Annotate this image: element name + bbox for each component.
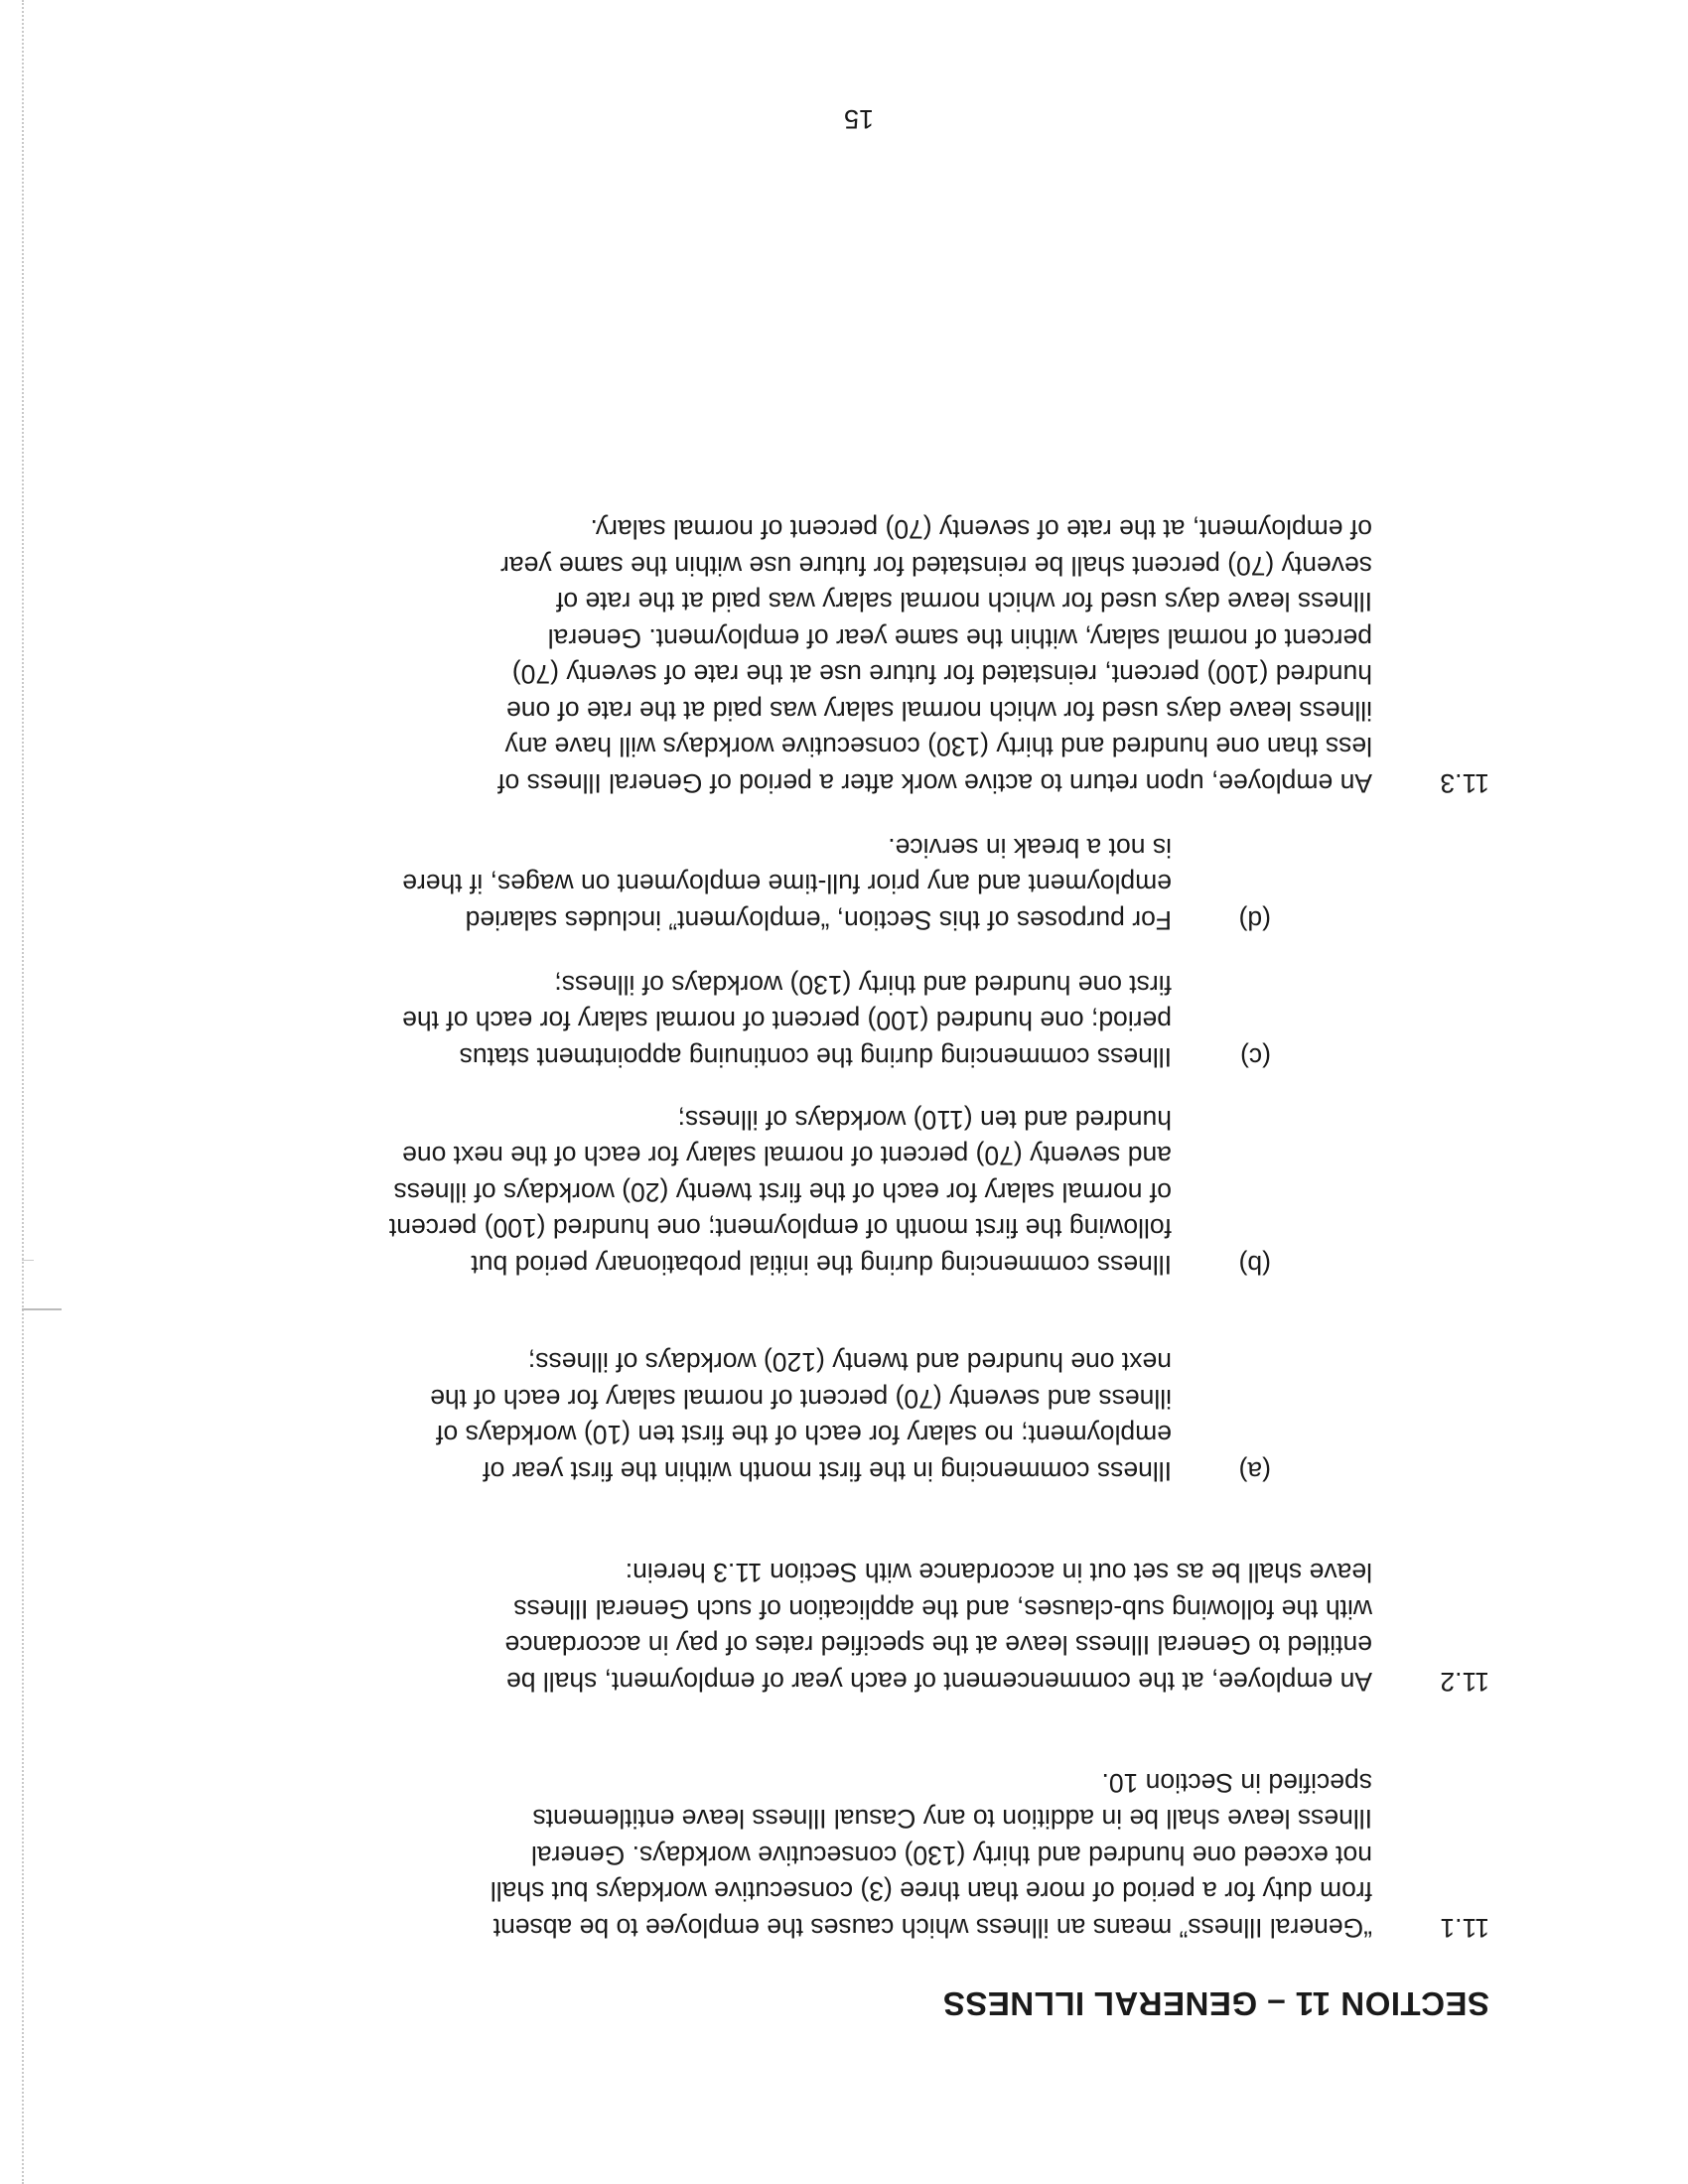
text-line: from duty for a period of more than three (3) consecutive workdays but shall bbox=[490, 1876, 1372, 1907]
text-line: hundred (100) percent, reinstated for future use at the rate of seventy (70) bbox=[511, 659, 1372, 690]
text-line: Illness leave days used for which normal salary was paid at the rate of bbox=[556, 587, 1372, 617]
subclause-label: (b) bbox=[1238, 1250, 1271, 1280]
subclause-label: (d) bbox=[1238, 905, 1271, 935]
clause-number: 11.2 bbox=[1440, 1667, 1489, 1697]
text-line: following the first month of employment; one hundred (100) percent bbox=[388, 1213, 1172, 1244]
text-line: specified in Section 10. bbox=[1101, 1768, 1372, 1798]
clause-text bbox=[250, 1555, 1372, 1700]
text-line: leave shall be as set out in accordance with Section 11.3 herein: bbox=[625, 1558, 1372, 1588]
text-line: Illness commencing in the first month within the first year of bbox=[483, 1456, 1172, 1486]
clause-text bbox=[250, 1765, 1372, 1947]
text-line: is not a break in service. bbox=[888, 833, 1172, 863]
text-line: less than one hundred and thirty (130) consecutive workdays will have any bbox=[504, 732, 1372, 762]
section-title: SECTION 11 – GENERAL ILLNESS bbox=[942, 1985, 1489, 2022]
scan-edge-mark-small bbox=[22, 1260, 34, 1261]
text-line: with the following sub-clauses, and the application of such General Illness bbox=[513, 1594, 1372, 1624]
text-line: not exceed one hundred and thirty (130) consecutive workdays. General bbox=[530, 1841, 1372, 1870]
text-line: “General Illness” means an illness which causes the employee to be absent bbox=[492, 1913, 1372, 1943]
text-line: seventy (70) percent shall be reinstated for future use within the same year bbox=[500, 551, 1372, 581]
text-line: entitled to General Illness leave at the specified rates of pay in accordance bbox=[504, 1630, 1372, 1661]
subclause-label: (c) bbox=[1240, 1042, 1271, 1072]
scan-edge-line bbox=[22, 0, 24, 2184]
subclause-text bbox=[248, 1102, 1172, 1284]
text-line: For purposes of this Section, “employment” includes salaried bbox=[465, 905, 1172, 935]
scan-edge-mark bbox=[22, 1308, 62, 1310]
text-line: percent of normal salary, within the same year of employment. General bbox=[547, 623, 1372, 653]
text-line: An employee, at the commencement of each year of employment, shall be bbox=[505, 1667, 1372, 1697]
text-line: Illness commencing during the initial probationary period but bbox=[471, 1250, 1172, 1280]
text-line: An employee, upon return to active work after a period of General Illness of bbox=[497, 768, 1372, 798]
clause-text bbox=[250, 511, 1372, 801]
text-line: first one hundred and thirty (130) workdays of illness; bbox=[554, 970, 1172, 1000]
page-number: 15 bbox=[843, 104, 874, 134]
text-line: employment and any prior full-time employment on wages, if there bbox=[402, 869, 1172, 899]
subclause-text bbox=[248, 1344, 1172, 1489]
subclause-text bbox=[248, 830, 1172, 939]
text-line: employment; no salary for each of the first ten (10) workdays of bbox=[436, 1420, 1172, 1450]
text-line: hundred and ten (110) workdays of illness; bbox=[677, 1105, 1172, 1135]
text-line: illness leave days used for which normal salary was paid at the rate of one bbox=[505, 696, 1372, 726]
text-line: illness and seventy (70) percent of normal salary for each of the bbox=[430, 1384, 1172, 1414]
subclause-label: (a) bbox=[1238, 1456, 1271, 1486]
text-line: and seventy (70) percent of normal salary for each of the next one bbox=[402, 1141, 1172, 1171]
text-line: period; one hundred (100) percent of normal salary for each of the bbox=[402, 1006, 1172, 1036]
text-line: of employment, at the rate of seventy (70) percent of normal salary. bbox=[590, 514, 1372, 545]
clause-number: 11.3 bbox=[1440, 768, 1489, 798]
text-line: Illness leave shall be in addition to any Casual Illness leave entitlements bbox=[532, 1804, 1372, 1835]
text-line: next one hundred and twenty (120) workdays of illness; bbox=[527, 1347, 1172, 1378]
subclause-text bbox=[248, 967, 1172, 1076]
text-line: of normal salary for each of the first twenty (20) workdays of illness bbox=[393, 1177, 1172, 1207]
clause-number: 11.1 bbox=[1440, 1913, 1489, 1943]
text-line: Illness commencing during the continuing appointment status bbox=[459, 1042, 1172, 1072]
